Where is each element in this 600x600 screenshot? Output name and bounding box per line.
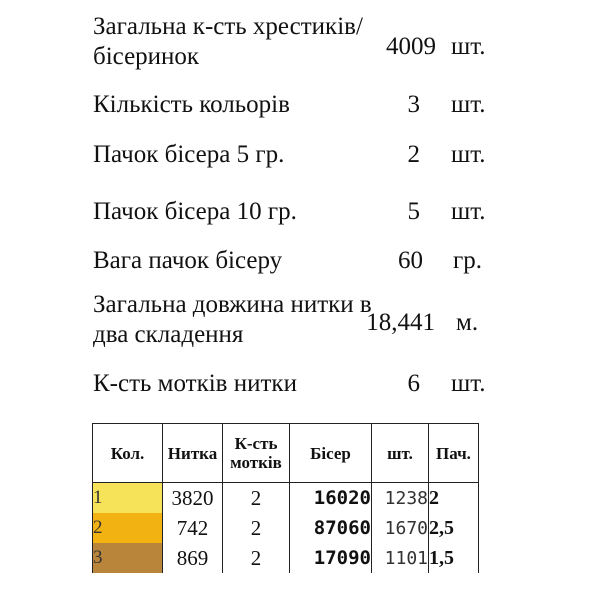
summary-unit: шт. [451, 141, 486, 168]
pack-count: 2,5 [429, 513, 479, 543]
column-header-packs: Пач. [429, 424, 479, 483]
color-swatch: 1 [93, 483, 163, 514]
summary-label: Вага пачок бісеру [93, 247, 283, 274]
bead-qty: 1101 [372, 543, 429, 573]
summary-label: Пачок бісера 5 гр. [93, 141, 285, 168]
color-swatch: 2 [93, 513, 163, 543]
summary-value: 6 [407, 370, 420, 397]
skein-count: 2 [223, 513, 290, 543]
column-header-thread: Нитка [163, 424, 223, 483]
thread-number: 742 [163, 513, 223, 543]
thread-number: 869 [163, 543, 223, 573]
color-swatch: 3 [93, 543, 163, 573]
summary-value: 18,441 [366, 309, 435, 336]
summary-unit: шт. [451, 370, 486, 397]
bead-number: 16020 [290, 483, 372, 514]
summary-label: К-сть мотків нитки [93, 370, 297, 397]
summary-label: Пачок бісера 10 гр. [93, 198, 297, 225]
bead-qty: 1670 [372, 513, 429, 543]
summary-unit: шт. [451, 33, 486, 60]
summary-unit: шт. [451, 91, 486, 118]
summary-value: 60 [398, 247, 423, 274]
bead-number: 87060 [290, 513, 372, 543]
table-row [93, 483, 479, 514]
table-row [93, 513, 479, 543]
column-header-index: Кол. [93, 424, 163, 483]
summary-unit: гр. [453, 247, 483, 274]
column-header-qty: шт. [372, 424, 429, 483]
thread-number: 3820 [163, 483, 223, 514]
colors-table [92, 423, 479, 573]
table-row [93, 543, 479, 573]
summary-value: 4009 [386, 33, 436, 60]
column-header-bead: Бісер [290, 424, 372, 483]
pack-count: 2 [429, 483, 479, 514]
summary-unit: шт. [451, 198, 486, 225]
pack-count: 1,5 [429, 543, 479, 573]
summary-label: Загальна к-сть хрестиків/бісеринок [93, 13, 363, 70]
skein-count: 2 [223, 483, 290, 514]
bead-qty: 1238 [372, 483, 429, 514]
summary-value: 5 [407, 198, 420, 225]
summary-value: 2 [407, 141, 420, 168]
column-header-skeins: К-сть мотків [223, 424, 290, 483]
table-header-row [93, 424, 479, 483]
bead-number: 17090 [290, 543, 372, 573]
summary-value: 3 [407, 91, 420, 118]
summary-label: Кількість кольорів [93, 91, 290, 118]
skein-count: 2 [223, 543, 290, 573]
summary-label: Загальна довжина нитки в два складення [93, 291, 372, 348]
summary-unit: м. [456, 309, 479, 336]
